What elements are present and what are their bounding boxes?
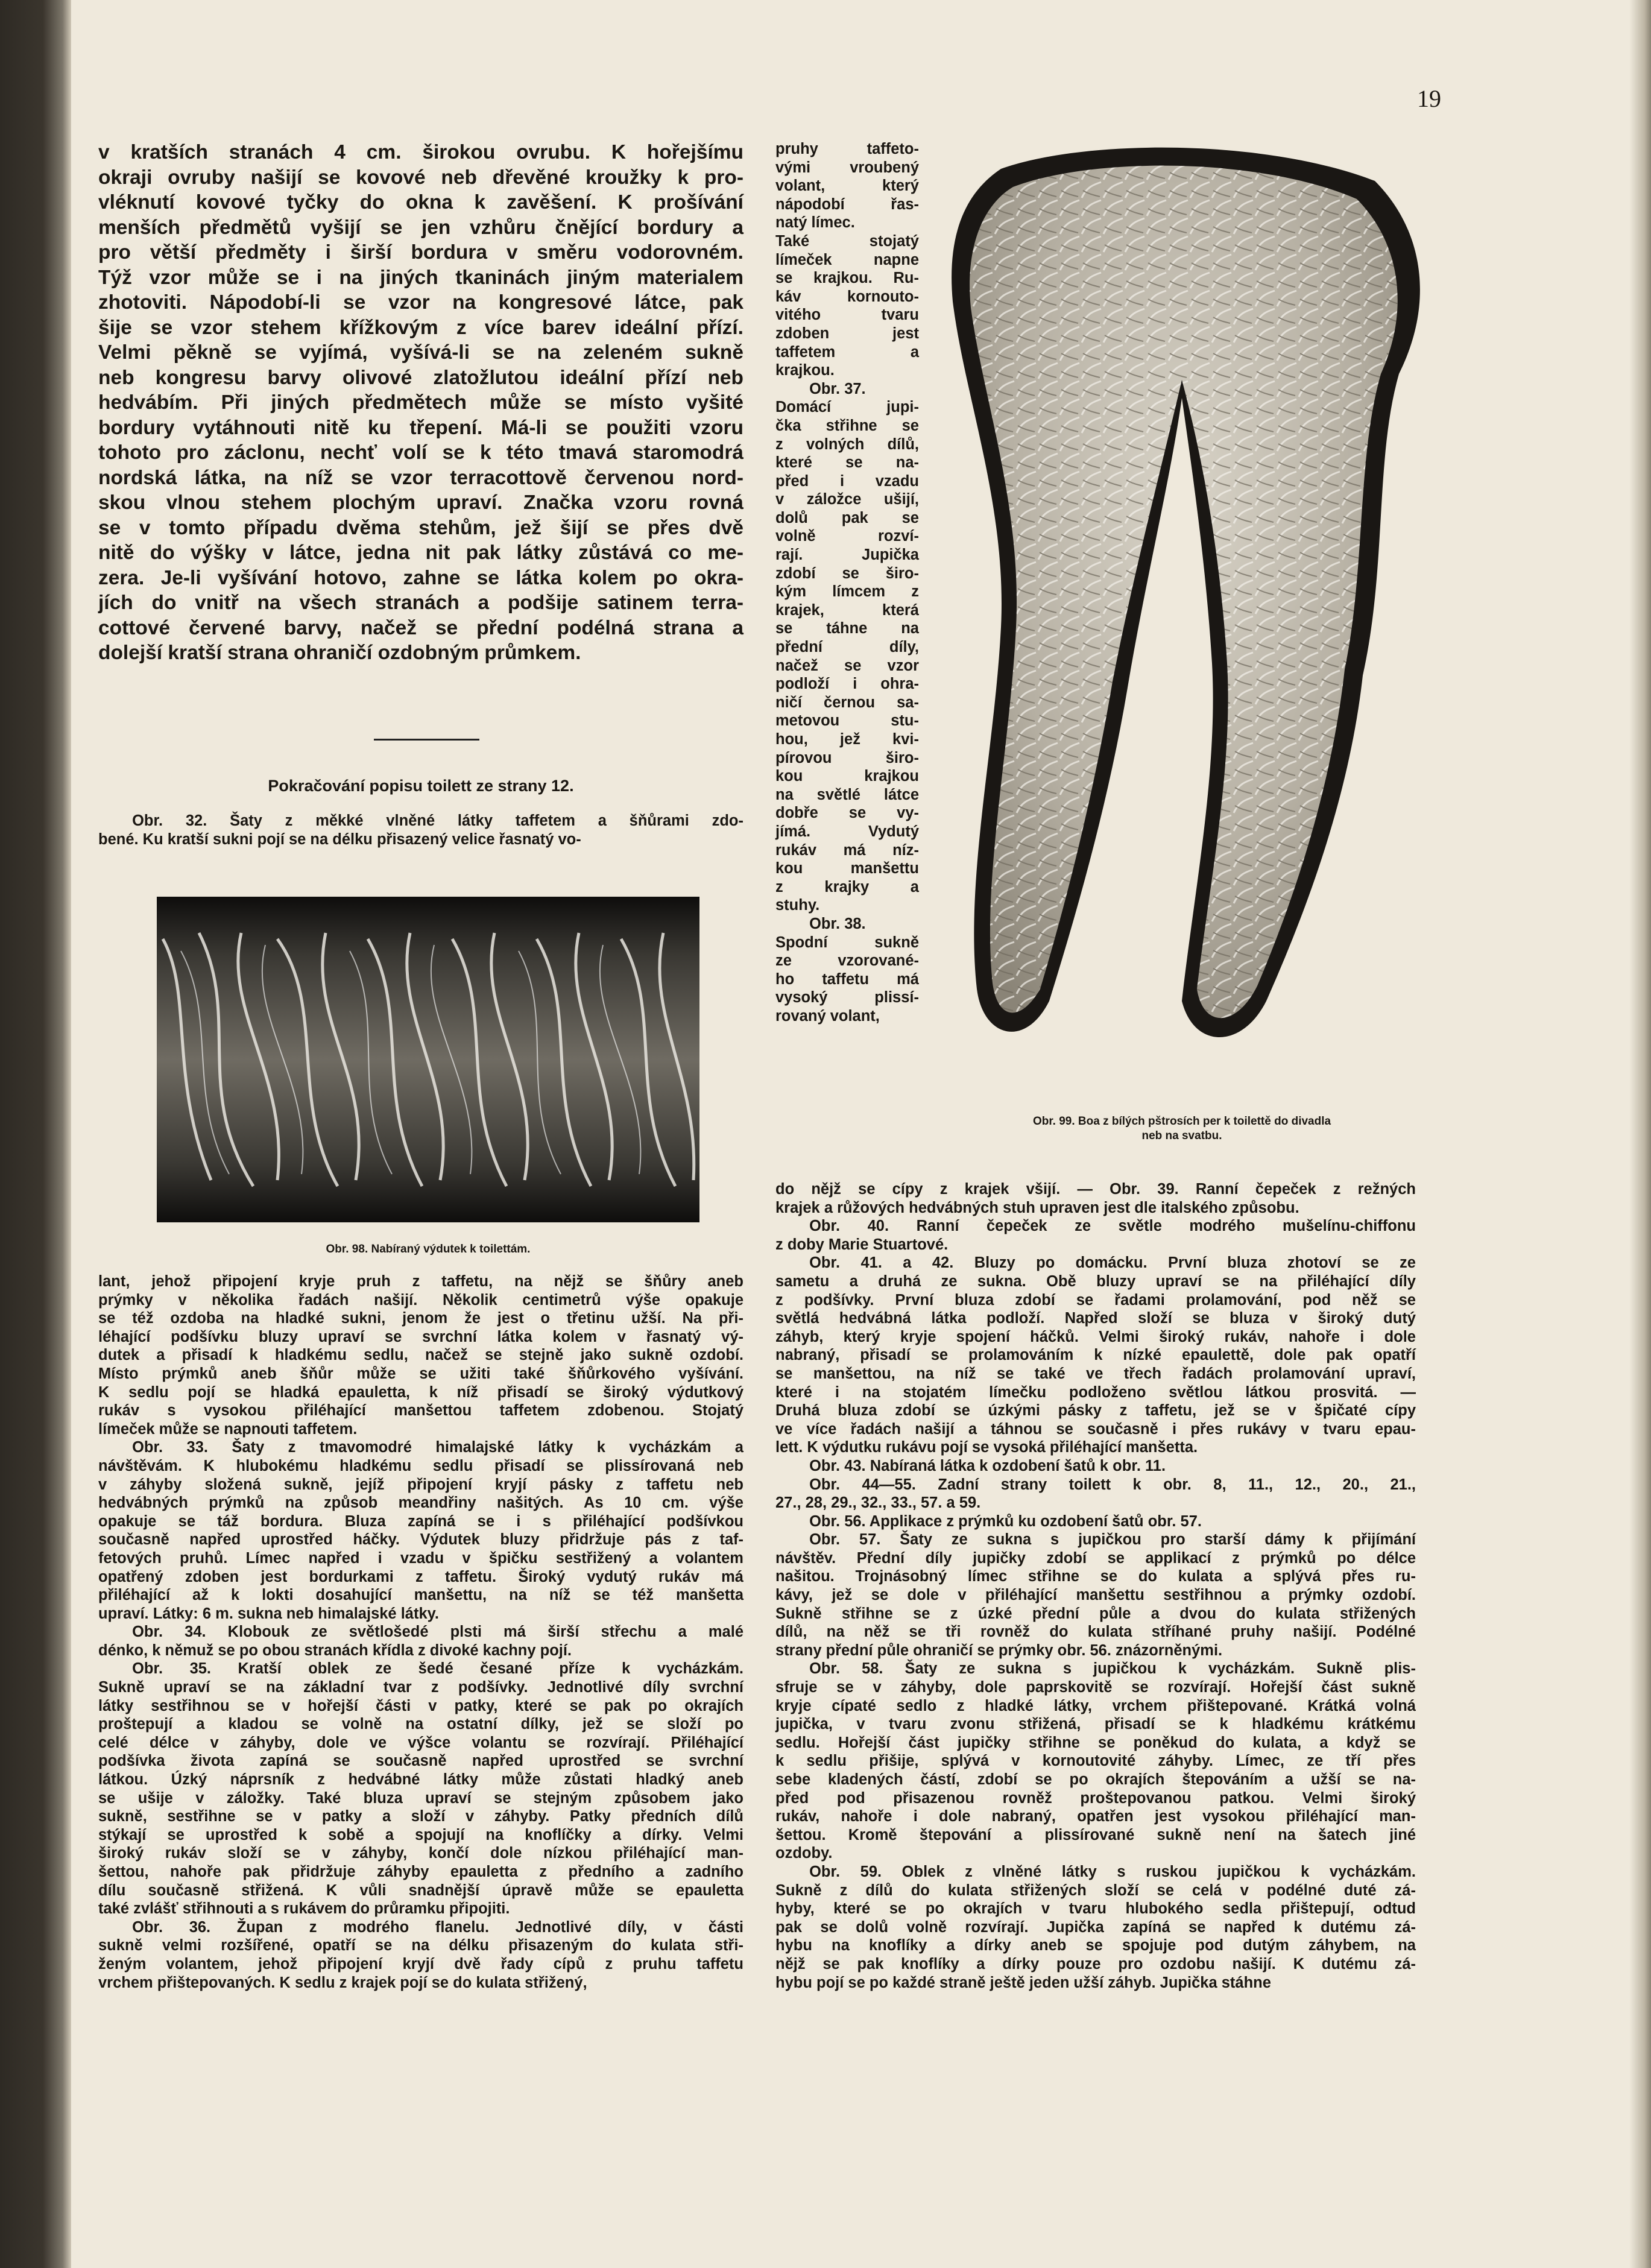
text-line: šettou. Kromě štepování a plissírované sukně není na šatech jiné — [775, 1826, 1416, 1843]
figure-99-caption-line-2: neb na svatbu. — [1141, 1129, 1222, 1142]
text-line: Obr. 44—55. Zadní strany toilett k obr. 8, 11., 12., 20., 21., — [809, 1476, 1416, 1493]
text-line: vrchem přištepovaných. K sedlu z krajek pojí se do kulata střižený, — [98, 1974, 587, 1991]
text-line: kou manšettu — [775, 860, 919, 877]
text-line: kým límcem z — [775, 583, 919, 601]
text-line: léhající podšívku bluzy upraví se svrchní látka kolem v řasnatý vý- — [98, 1328, 743, 1345]
text-line: se manšettou, na níž se také ve třech řadách prolamování upraví, — [775, 1365, 1416, 1382]
text-line: bené. Ku kratší sukni pojí se na délku přisazený velice řasnatý vo- — [98, 830, 581, 848]
text-line: prýmky v několika řadách našijí. Několik centimetrů výše opakuje — [98, 1291, 743, 1309]
text-line: jupička, v tvaru zvonu střižená, přisadí se k hladkému krátkému — [775, 1716, 1416, 1733]
text-line: v záložce ušijí, — [775, 491, 919, 508]
text-line: vléknutí kovové tyčky do okna k zavěšení. K prošívání — [98, 191, 743, 213]
figure-99-caption — [929, 1114, 1435, 1143]
text-line: hybu na knoflíky a dírky aneb se spojuje pod dutým záhybem, na — [775, 1937, 1416, 1954]
text-line: podloží i ohra- — [775, 675, 919, 693]
text-line: Obr. 37. — [809, 380, 866, 397]
text-line: Místo prýmků aneb šňůr může se užiti také šňůrkového vyšívání. — [98, 1365, 743, 1382]
text-line: Domácí jupi- — [775, 399, 919, 416]
text-line: celé délce v záhyby, dole ve výšce volantu se rozvírají. Přiléhající — [98, 1734, 743, 1751]
text-line: také zvlášť střihnouti a s rukávem do průramku připojiti. — [98, 1900, 510, 1918]
text-line: látky sestřihnou se v hořejší části v patky, které se pak po okrajích — [98, 1697, 743, 1714]
text-line: sedlu. Hořejší část jupičky střihne se poněkud do kulata, a když se — [775, 1734, 1416, 1751]
text-left-top — [98, 140, 743, 666]
text-line: proštepují a kladou se volně na ostatní dílky, jež se složí po — [98, 1716, 743, 1733]
text-line: z krajky a — [775, 878, 919, 896]
text-line: Spodní sukně — [775, 933, 919, 951]
text-line: k sedlu přišije, splývá v kornoutovité záhyby. Límec, ze tří přes — [775, 1752, 1416, 1770]
figure-98-caption: Obr. 98. Nabíraný výdutek k toilettám. — [326, 1243, 531, 1256]
page-number: 19 — [1417, 85, 1441, 112]
text-line: před pod přisazenou rovněž proštepovanou patkou. Velmi široký — [775, 1789, 1416, 1807]
text-line: volant, který — [775, 177, 919, 195]
text-line: opatřený zdoben jest bordurkami z taffetu. Široký vydutý rukáv má — [98, 1568, 743, 1585]
text-line: límeček může se napnouti taffetem. — [98, 1420, 358, 1438]
text-line: Obr. 59. Oblek z vlněné látky s ruskou jupičkou k vycházkám. — [809, 1863, 1416, 1880]
text-line: Týž vzor může se i na jiných tkaninách jiným materialem — [98, 266, 743, 289]
text-line: Velmi pěkně se vyjímá, vyšívá-li se na zeleném sukně — [98, 341, 743, 364]
text-line: Obr. 40. Ranní čepeček ze světle modrého mušelínu-chiffonu — [809, 1218, 1416, 1235]
text-line: Sukně upraví se na základní tvar z podšívky. Jednotlivé díly svrchní — [98, 1679, 743, 1696]
text-line: metovou stu- — [775, 712, 919, 730]
text-line: z volných dílů, — [775, 435, 919, 453]
text-line: ho taffetu má — [775, 970, 919, 988]
section-divider — [374, 739, 479, 741]
text-line: Obr. 32. Šaty z měkké vlněné látky taffetem a šňůrami zdo- — [132, 812, 743, 829]
text-line: se ušije v záložky. Také bluza upraví se stejným způsobem jako — [98, 1789, 743, 1807]
text-line: vitého tvaru — [775, 306, 919, 324]
text-line: ve více řadách našijí a táhnou se současně i přes rukávy v tvaru epau- — [775, 1420, 1416, 1438]
text-line: přední díly, — [775, 639, 919, 656]
text-line: hou, jež kvi- — [775, 731, 919, 748]
text-line: stýkají se uprostřed k sobě a spojují na knoflíčky a dírky. Velmi — [98, 1826, 743, 1843]
text-line: Obr. 57. Šaty ze sukna s jupičkou pro starší dámy k přijímání — [809, 1531, 1416, 1549]
text-line: současně napřed uprostřed háčky. Výdutek bluzy přidržuje pás z taf- — [98, 1531, 743, 1549]
page-edge-shadow — [1629, 0, 1651, 2268]
text-line: návštěv. Přední díly jupičky zdobí se applikací z prýmků po délce — [775, 1549, 1416, 1567]
text-line: se táhne na — [775, 620, 919, 637]
text-line: rukáv má níz- — [775, 841, 919, 859]
text-line: dolejší kratší strana ohraničí ozdobným průmkem. — [98, 642, 581, 664]
text-right-bottom — [775, 1180, 1416, 1992]
text-line: jích do vnitř na všech stranách a podšije satinem terra- — [98, 592, 743, 614]
text-line: kryje cípaté sedlo z hladké látky, vrchem přištepované. Krátká volná — [775, 1697, 1416, 1714]
text-line: rukáv, nahoře i dole nabraný, opatřen jest vysokou přiléhající man- — [775, 1808, 1416, 1825]
text-line: jímá. Vydutý — [775, 823, 919, 840]
text-line: látkou. Úzký náprsník z hedvábné látky může zůstati hladký aneb — [98, 1771, 743, 1789]
text-line: ženým volantem, jehož připojení kryjí dvě řady cípů z pruhu taffetu — [98, 1955, 743, 1973]
text-line: ozdoby. — [775, 1845, 833, 1862]
text-line: 27., 28, 29., 32., 33., 57. a 59. — [775, 1494, 981, 1512]
text-line: hybu pojí se po každé straně ještě jeden užší záhyb. Jupička stáhne — [775, 1974, 1271, 1991]
text-line: pruhy taffeto- — [775, 141, 919, 157]
text-line: káv kornouto- — [775, 288, 919, 305]
text-line: kávy, jež se dole v přiléhající manšettu sestřihnou a prýmky ozdobí. — [775, 1587, 1416, 1604]
text-line: menších předmětů vyšijí se jen vzhůru čnějící bordury a — [98, 216, 743, 239]
text-line: opakuje se táž bordura. Bluza zapíná se i s přiléhající podšívkou — [98, 1512, 743, 1530]
text-line: neb kongresu barvy olivové zlatožlutou ideální přízí neb — [98, 366, 743, 389]
text-line: Obr. 43. Nabíraná látka k ozdobení šatů k obr. 11. — [809, 1457, 1166, 1474]
text-line: šije se vzor stehem křížkovým z více barev ideální přízí. — [98, 316, 743, 339]
text-line: sukně velmi rozšířené, opatří se na délku přisazeným do kulata stři- — [98, 1937, 743, 1954]
text-line: krajek, která — [775, 601, 919, 619]
text-line: pírovou širo- — [775, 749, 919, 766]
text-line: volně rozví- — [775, 528, 919, 545]
text-line: Obr. 35. Kratší oblek ze šedé česané příze k vycházkám. — [132, 1660, 743, 1678]
text-line: Také stojatý — [775, 232, 919, 250]
text-line: Obr. 38. — [809, 915, 866, 932]
text-line: Obr. 41. a 42. Bluzy po domácku. První bluza zhotoví se ze — [809, 1254, 1416, 1272]
text-line: okraji ovruby našijí se kovové neb dřevěné kroužky k pro- — [98, 166, 743, 189]
text-line: natý límec. — [775, 214, 855, 232]
text-line: které se na- — [775, 454, 919, 472]
text-line: sebe kladených částí, zdobí se po okrajích štepováním a užší se na- — [775, 1771, 1416, 1788]
text-line: dénko, k němuž se po obou stranách křídla z divoké kachny pojí. — [98, 1641, 572, 1659]
text-line: šettou, nahoře pak přidržuje záhyby epauletta z předního a zadního — [98, 1863, 743, 1880]
text-line: rovaný volant, — [775, 1007, 880, 1025]
text-line: před i vzadu — [775, 472, 919, 490]
text-line: sametu a druhá ze sukna. Obě bluzy upraví se na přiléhající díly — [775, 1272, 1416, 1290]
text-line: ničí černou sa- — [775, 693, 919, 711]
text-line: pak se dolů volně rozvírají. Jupička zapíná se napřed k dutému zá- — [775, 1918, 1416, 1936]
book-binding-shadow — [0, 0, 71, 2268]
text-line: z podšívky. První bluza zdobí se řadami prolamování, pod něž se — [775, 1291, 1416, 1309]
text-line: které i na stojatém límečku podloženo světlou látkou prosvitá. — — [775, 1383, 1416, 1401]
text-line: kou krajkou — [775, 768, 919, 785]
text-line: cottové červené barvy, načež se přední podélná strana a — [98, 616, 743, 639]
text-line: rají. Jupička — [775, 546, 919, 564]
text-line: zera. Je-li vyšívání hotovo, zahne se látka kolem po okra- — [98, 566, 743, 589]
text-line: vysoký plissí- — [775, 989, 919, 1006]
text-line: hedvábím. Při jiných předmětech může se místo vyšité — [98, 391, 743, 414]
text-line: límeček napne — [775, 251, 919, 268]
text-line: načež se vzor — [775, 657, 919, 674]
text-line: Obr. 34. Klobouk ze světlošedé plsti má širší střechu a malé — [132, 1623, 743, 1641]
text-line: Druhá bluza zdobí se úzkými pásky z taffetu, jež se v špičaté cípy — [775, 1402, 1416, 1420]
text-line: nitě do výšky v látce, jedna nit pak látky zůstává co me- — [98, 542, 743, 564]
text-line: se krajkou. Ru- — [775, 270, 919, 287]
text-line: Obr. 58. Šaty ze sukna s jupičkou k vycházkám. Sukně plis- — [809, 1660, 1416, 1678]
text-line: přiléhající až k lokti dosahující manšettu, na níž se též manšetta — [98, 1587, 743, 1604]
text-line: sfruje se v záhyby, dole paprskovitě se rozvírají. Hořejší část sukně — [775, 1679, 1416, 1696]
text-line: lant, jehož připojení kryje pruh z taffetu, na nějž se šňůry aneb — [98, 1273, 743, 1290]
text-narrow-column — [775, 140, 919, 1026]
text-line: krajek a růžových hedvábných stuh upraven jest dle italského způsobu. — [775, 1199, 1299, 1216]
text-line: nápodobí řas- — [775, 195, 919, 213]
text-line: Obr. 36. Župan z modrého flanelu. Jednotlivé díly, v části — [132, 1918, 743, 1936]
text-line: tohoto pro záclonu, nechť volí se k této tmavá staromodrá — [98, 441, 743, 464]
text-line: dutek a přisadí k hladkému sedlu, načež se stejně jako sukně ozdobí. — [98, 1347, 743, 1364]
text-line: stuhy. — [775, 897, 820, 914]
text-line: upraví. Látky: 6 m. sukna neb himalajské látky. — [98, 1605, 440, 1622]
text-line: hedvábných prýmků na způsob meandřiny našitých. As 10 cm. výše — [98, 1494, 743, 1512]
figure-99-caption-line-1: Obr. 99. Boa z bílých pštrosích per k toilettě do divadla — [1032, 1115, 1331, 1128]
text-line: nabraný, přisadí se prolamováním k nízké epaulettě, dole pak opatří — [775, 1347, 1416, 1364]
text-line: bordury vytáhnouti nitě ku třepení. Má-li se použiti vzoru — [98, 416, 743, 439]
text-left-bottom — [98, 1272, 743, 1992]
text-line: lett. K výdutku rukávu pojí se vysoká přiléhající manšetta. — [775, 1439, 1198, 1456]
text-line: nordská látka, na níž se vzor terracottově červenou nord- — [98, 466, 743, 489]
text-line: ze vzorované- — [775, 952, 919, 970]
text-line: široký rukáv složí se v záhyby, končí dole nízkou přiléhající man- — [98, 1845, 743, 1862]
text-line: se v tomto případu dvěma stehům, jež šijí se přes dvě — [98, 516, 743, 539]
text-line: vými vroubený — [775, 159, 919, 176]
text-line: světlá hedvábná látka podloží. Napřed složí se bluza v široký dutý — [775, 1310, 1416, 1327]
text-line: taffetem a — [775, 343, 919, 361]
section-title: Pokračování popisu toilett ze strany 12. — [268, 777, 574, 795]
text-line: strany přední půle ohraničí se prýmky obr. 56. znázorněnými. — [775, 1641, 1223, 1659]
text-line: našitou. Trojnásobný límec střihne se do kulata a splývá přes ru- — [775, 1568, 1416, 1585]
text-line: z doby Marie Stuartové. — [775, 1236, 949, 1253]
text-line: skou vlnou stehem plochým upraví. Značka vzoru rovná — [98, 491, 743, 514]
text-line: čka střihne se — [775, 417, 919, 434]
text-line: rukáv s vysokou přiléhající manšettou taffetem zdobenou. Stojatý — [98, 1402, 743, 1420]
text-line: zdoben jest — [775, 324, 919, 342]
text-line: K sedlu pojí se hladká epauletta, k níž přisadí se široký výdutkový — [98, 1383, 743, 1401]
text-line: Sukně střihne se z úzké přední půle a dvou do kulata střižených — [775, 1605, 1416, 1622]
text-line: Sukně z dílů do kulata střižených složí se celá v podélné duté zá- — [775, 1881, 1416, 1899]
text-line: hyby, které se po okrajích v tvaru hlubokého sedla přištepují, odtud — [775, 1900, 1416, 1918]
text-obr32-intro — [98, 812, 743, 848]
text-line: v záhyby složená sukně, jejíž připojení kryjí pásky z taffetu neb — [98, 1476, 743, 1493]
text-line: pro větší předměty i širší bordura v směru vodorovném. — [98, 241, 743, 264]
figure-99-feather-boa-photo — [929, 145, 1435, 1073]
figure-98-ruching-photo — [157, 897, 699, 1222]
text-line: v kratších stranách 4 cm. širokou ovrubu. K hořejšímu — [98, 141, 743, 163]
text-line: dobře se vy- — [775, 804, 919, 822]
text-line: záhyb, který kryje spojení háčků. Velmi široký rukáv, nahoře i dole — [775, 1328, 1416, 1345]
text-line: na světlé látce — [775, 786, 919, 803]
text-line: dílu současně střižená. K vůli snadnější úpravě může se epauletta — [98, 1881, 743, 1899]
text-line: Obr. 56. Applikace z prýmků ku ozdobení šatů obr. 57. — [809, 1512, 1202, 1530]
text-line: dolů pak se — [775, 509, 919, 526]
text-line: do nějž se cípy z krajek všijí. — Obr. 39. Ranní čepeček z režných — [775, 1181, 1416, 1198]
text-line: fetových pruhů. Límec napřed i vzadu v špičku sestřižený a volantem — [98, 1549, 743, 1567]
text-line: sukně, sestřihne se v patky a složí v záhyby. Patky předních dílů — [98, 1808, 743, 1825]
text-line: krajkou. — [775, 362, 835, 379]
text-line: zdobí se širo- — [775, 564, 919, 582]
text-line: zhotoviti. Nápodobí-li se vzor na kongresové látce, pak — [98, 291, 743, 314]
text-line: se též ozdoba na hladké sukni, jenom že jest o třetinu užší. Na při- — [98, 1310, 743, 1327]
text-line: Obr. 33. Šaty z tmavomodré himalajské látky k vycházkám a — [132, 1439, 743, 1456]
text-line: nějž se pak knoflíky a dírky pouze pro ozdobu našijí. K dutému zá- — [775, 1955, 1416, 1973]
text-line: podšívka života zapíná se současně napřed uprostřed se svrchní — [98, 1752, 743, 1770]
text-line: dílů, na něž se tři rovněž do kulata stříhané pruhy našijí. Podélné — [775, 1623, 1416, 1641]
text-line: návštěvám. K hlubokému hladkému sedlu přisadí se plissírovaná neb — [98, 1457, 743, 1474]
